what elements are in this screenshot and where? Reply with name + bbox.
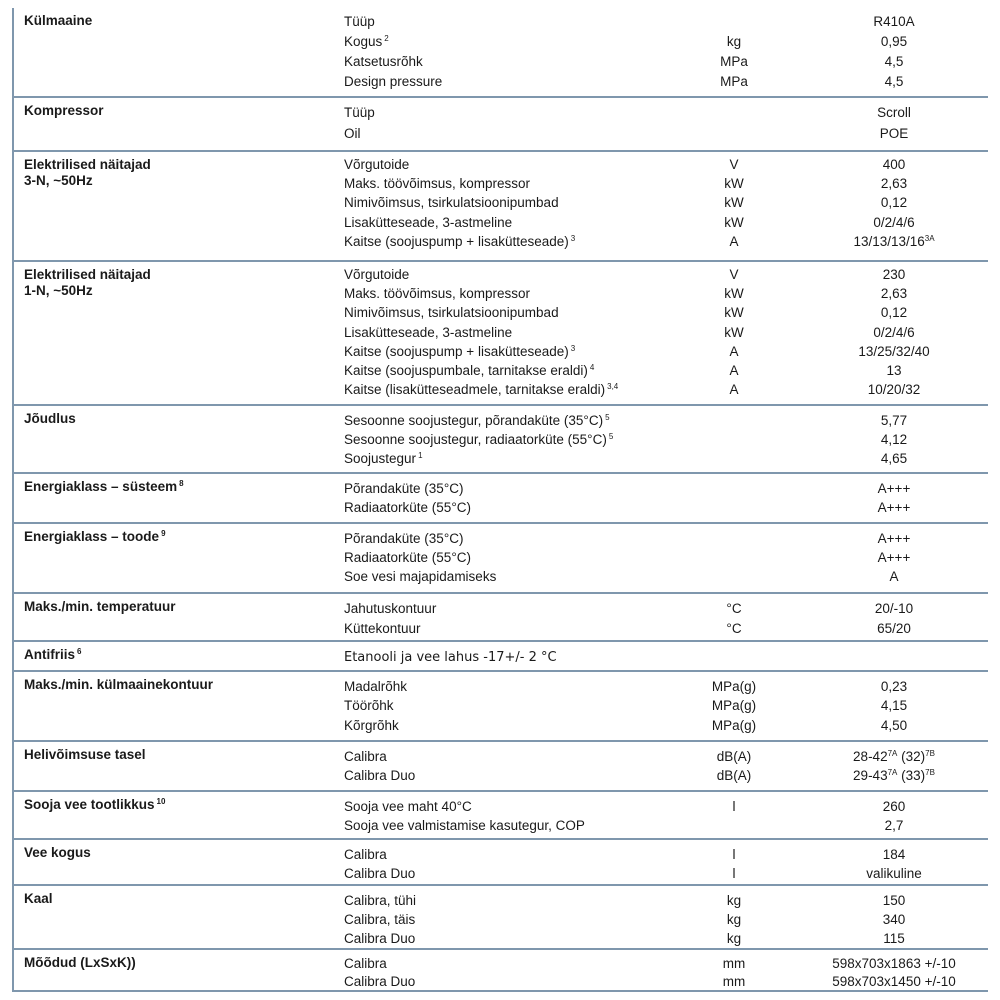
parameter-cell bbox=[344, 32, 389, 51]
parameter-cell bbox=[344, 232, 575, 251]
value-cell bbox=[804, 929, 984, 948]
value-cell bbox=[804, 972, 984, 991]
unit-cell: kW bbox=[724, 215, 744, 230]
unit-cell: kg bbox=[726, 893, 742, 908]
spec-table bbox=[12, 8, 988, 992]
footnote-mark: 7B bbox=[925, 768, 935, 777]
parameter-cell bbox=[344, 954, 387, 973]
section-vee-kogus bbox=[14, 838, 988, 884]
footnote-mark: 2 bbox=[384, 34, 389, 43]
value-text: 28-42 bbox=[853, 749, 888, 764]
unit-cell: dB(A) bbox=[716, 768, 752, 783]
value-text: 230 bbox=[882, 267, 906, 282]
value-text: 0,23 bbox=[880, 679, 908, 694]
parameter-label: Calibra bbox=[344, 847, 387, 862]
value-text: 0,12 bbox=[880, 195, 908, 210]
table-row bbox=[14, 677, 988, 696]
table-row bbox=[14, 797, 988, 816]
value-cell bbox=[804, 303, 984, 322]
value-text: 4,50 bbox=[880, 718, 908, 733]
unit-cell: kW bbox=[724, 305, 744, 320]
parameter-label: Nimivõimsus, tsirkulatsioonipumbad bbox=[344, 305, 559, 320]
parameter-cell bbox=[344, 124, 361, 143]
parameter-label: Kaitse (soojuspumbale, tarnitakse eraldi) bbox=[344, 363, 588, 378]
value-cell bbox=[804, 52, 984, 71]
section-heading-line: Maks./min. temperatuur bbox=[24, 599, 176, 614]
section-sooja-vee bbox=[14, 790, 988, 838]
table-row bbox=[14, 124, 988, 143]
table-row bbox=[14, 498, 988, 517]
value-cell bbox=[804, 479, 984, 498]
table-row bbox=[14, 342, 988, 361]
table-row bbox=[14, 323, 988, 342]
value-text: (33) bbox=[897, 768, 926, 783]
parameter-cell bbox=[344, 864, 415, 883]
parameter-cell bbox=[344, 342, 575, 361]
parameter-label: Radiaatorküte (55°C) bbox=[344, 500, 471, 515]
parameter-cell bbox=[344, 72, 442, 91]
section-kulmaainekontuur bbox=[14, 670, 988, 740]
unit-cell: A bbox=[729, 382, 739, 397]
parameter-label: Kaitse (soojuspump + lisakütteseade) bbox=[344, 234, 569, 249]
value-cell bbox=[804, 265, 984, 284]
parameter-label: Madalrõhk bbox=[344, 679, 408, 694]
footnote-mark: 3A bbox=[924, 234, 935, 243]
value-cell bbox=[804, 567, 984, 586]
value-text: 5,77 bbox=[880, 413, 908, 428]
table-row bbox=[14, 32, 988, 51]
value-cell bbox=[804, 548, 984, 567]
unit-cell: mm bbox=[722, 956, 746, 971]
value-text: A bbox=[889, 569, 899, 584]
value-text: POE bbox=[879, 126, 909, 141]
parameter-label: Lisakütteseade, 3-astmeline bbox=[344, 215, 513, 230]
unit-cell: MPa(g) bbox=[711, 698, 757, 713]
parameter-label: Calibra bbox=[344, 749, 387, 764]
parameter-cell bbox=[344, 155, 409, 174]
section-heading-line: Vee kogus bbox=[24, 845, 91, 860]
parameter-label: Calibra, täis bbox=[344, 912, 416, 927]
unit-cell: l bbox=[732, 847, 736, 862]
table-row bbox=[14, 380, 988, 399]
parameter-cell bbox=[344, 747, 387, 766]
section-heading-line: Mõõdud (LxSxK)) bbox=[24, 955, 136, 970]
parameter-cell bbox=[344, 845, 387, 864]
value-cell bbox=[804, 449, 984, 468]
section-heading-line: Elektrilised näitajad bbox=[24, 267, 151, 282]
parameter-cell bbox=[344, 648, 557, 667]
value-text: 340 bbox=[882, 912, 906, 927]
parameter-label: Calibra Duo bbox=[344, 768, 416, 783]
table-row bbox=[14, 864, 988, 883]
value-cell bbox=[804, 747, 984, 766]
table-row bbox=[14, 72, 988, 91]
table-row bbox=[14, 232, 988, 251]
value-cell bbox=[804, 32, 984, 51]
value-cell bbox=[804, 430, 984, 449]
value-cell bbox=[804, 411, 984, 430]
table-row bbox=[14, 103, 988, 122]
section-heading-line: Sooja vee tootlikkus bbox=[24, 797, 155, 812]
parameter-cell bbox=[344, 716, 399, 735]
parameter-label: Nimivõimsus, tsirkulatsioonipumbad bbox=[344, 195, 559, 210]
section-heading-line: 1-N, ~50Hz bbox=[24, 283, 93, 298]
value-text: 4,65 bbox=[880, 451, 908, 466]
value-text: 13/25/32/40 bbox=[858, 344, 930, 359]
table-row bbox=[14, 716, 988, 735]
value-text: 400 bbox=[882, 157, 906, 172]
value-text: A+++ bbox=[877, 500, 911, 515]
parameter-cell bbox=[344, 323, 512, 342]
value-cell bbox=[804, 124, 984, 143]
section-temperatuur bbox=[14, 592, 988, 640]
parameter-label: Sooja vee valmistamise kasutegur, COP bbox=[344, 818, 585, 833]
value-text: 0/2/4/6 bbox=[873, 215, 915, 230]
unit-cell: kW bbox=[724, 325, 744, 340]
parameter-cell bbox=[344, 891, 416, 910]
footnote-mark: 4 bbox=[589, 363, 595, 372]
parameter-cell bbox=[344, 303, 559, 322]
table-row bbox=[14, 972, 988, 991]
parameter-cell bbox=[344, 479, 463, 498]
section-elektrilised-3n bbox=[14, 150, 988, 260]
parameter-label: Lisakütteseade, 3-astmeline bbox=[344, 325, 513, 340]
section-energiaklass-systeem bbox=[14, 472, 988, 522]
value-cell bbox=[804, 797, 984, 816]
value-cell bbox=[804, 103, 984, 122]
table-row bbox=[14, 155, 988, 174]
value-text: 13 bbox=[886, 363, 902, 378]
parameter-label: Sesoonne soojustegur, põrandaküte (35°C) bbox=[344, 413, 604, 428]
value-text: (32) bbox=[897, 749, 926, 764]
parameter-cell bbox=[344, 52, 423, 71]
table-row bbox=[14, 174, 988, 193]
section-helivoimsus bbox=[14, 740, 988, 790]
parameter-cell bbox=[344, 12, 375, 31]
value-cell bbox=[804, 696, 984, 715]
value-cell bbox=[804, 816, 984, 835]
value-text: 2,7 bbox=[884, 818, 904, 833]
value-text: 0,95 bbox=[880, 34, 908, 49]
value-cell bbox=[804, 910, 984, 929]
table-row bbox=[14, 303, 988, 322]
parameter-cell bbox=[344, 766, 415, 785]
parameter-cell bbox=[344, 103, 375, 122]
unit-cell: A bbox=[729, 363, 739, 378]
parameter-cell bbox=[344, 430, 613, 449]
section-energiaklass-toode bbox=[14, 522, 988, 592]
footnote-mark: 9 bbox=[161, 529, 166, 538]
table-row bbox=[14, 265, 988, 284]
parameter-label: Võrgutoide bbox=[344, 267, 410, 282]
value-cell bbox=[804, 716, 984, 735]
value-cell bbox=[804, 498, 984, 517]
unit-cell: kW bbox=[724, 176, 744, 191]
value-text: 115 bbox=[883, 931, 905, 946]
value-text: Scroll bbox=[877, 105, 911, 120]
table-row bbox=[14, 529, 988, 548]
table-row bbox=[14, 845, 988, 864]
value-cell bbox=[804, 213, 984, 232]
footnote-mark: 3,4 bbox=[607, 382, 619, 391]
footnote-mark: 5 bbox=[605, 413, 610, 422]
table-row bbox=[14, 648, 988, 667]
section-heading-line: Energiaklass – toode bbox=[24, 529, 160, 544]
parameter-cell bbox=[344, 498, 471, 517]
parameter-label: Kaitse (soojuspump + lisakütteseade) bbox=[344, 344, 569, 359]
parameter-label: Tüüp bbox=[344, 14, 375, 29]
table-row bbox=[14, 954, 988, 973]
parameter-label: Calibra Duo bbox=[344, 931, 416, 946]
footnote-mark: 10 bbox=[156, 797, 166, 806]
unit-cell: kg bbox=[726, 931, 742, 946]
value-cell bbox=[804, 12, 984, 31]
footnote-mark: 3 bbox=[570, 234, 576, 243]
section-heading-line: Kompressor bbox=[24, 103, 104, 118]
value-cell bbox=[804, 380, 984, 399]
table-row bbox=[14, 213, 988, 232]
unit-cell: MPa bbox=[720, 54, 748, 69]
footnote-mark: 6 bbox=[77, 647, 82, 656]
unit-cell: kg bbox=[726, 912, 742, 927]
unit-cell: MPa bbox=[720, 74, 748, 89]
value-text: 0,12 bbox=[880, 305, 908, 320]
value-text: 10/20/32 bbox=[867, 382, 921, 397]
value-cell bbox=[804, 284, 984, 303]
parameter-cell bbox=[344, 284, 530, 303]
parameter-label: Jahutuskontuur bbox=[344, 601, 437, 616]
section-heading-line: Jõudlus bbox=[24, 411, 76, 426]
table-row bbox=[14, 284, 988, 303]
parameter-cell bbox=[344, 174, 530, 193]
unit-cell: V bbox=[729, 267, 739, 282]
value-cell bbox=[804, 342, 984, 361]
value-text: 598x703x1450 +/-10 bbox=[832, 974, 956, 989]
table-row bbox=[14, 619, 988, 638]
value-text: 2,63 bbox=[880, 286, 908, 301]
parameter-cell bbox=[344, 696, 394, 715]
parameter-cell bbox=[344, 599, 436, 618]
parameter-label: Calibra Duo bbox=[344, 866, 416, 881]
value-cell bbox=[804, 155, 984, 174]
unit-cell: V bbox=[729, 157, 739, 172]
parameter-label: Sesoonne soojustegur, radiaatorküte (55°C) bbox=[344, 432, 607, 447]
table-row bbox=[14, 747, 988, 766]
value-cell bbox=[804, 864, 984, 883]
table-row bbox=[14, 891, 988, 910]
value-text: 13/13/13/16 bbox=[853, 234, 925, 249]
value-text: 65/20 bbox=[877, 621, 911, 636]
footnote-mark: 7B bbox=[925, 749, 935, 758]
unit-cell: MPa(g) bbox=[711, 718, 757, 733]
parameter-cell bbox=[344, 797, 472, 816]
value-cell bbox=[804, 174, 984, 193]
value-cell bbox=[804, 232, 984, 251]
value-cell bbox=[804, 954, 984, 973]
section-kompressor bbox=[14, 96, 988, 150]
section-heading-line: Kaal bbox=[24, 891, 53, 906]
value-text: A+++ bbox=[877, 550, 911, 565]
parameter-label: Põrandaküte (35°C) bbox=[344, 531, 464, 546]
parameter-label: Maks. töövõimsus, kompressor bbox=[344, 286, 531, 301]
parameter-cell bbox=[344, 193, 559, 212]
parameter-label: Kaitse (lisakütteseadmele, tarnitakse eraldi) bbox=[344, 382, 606, 397]
value-text: 260 bbox=[882, 799, 906, 814]
section-heading-line: Külmaaine bbox=[24, 13, 93, 28]
value-cell bbox=[804, 323, 984, 342]
value-cell bbox=[804, 193, 984, 212]
unit-cell: kW bbox=[724, 286, 744, 301]
section-kulmaaine bbox=[14, 8, 988, 96]
section-moodud bbox=[14, 948, 988, 992]
value-text: valikuline bbox=[866, 866, 922, 881]
value-cell bbox=[804, 845, 984, 864]
section-heading-line: Antifriis bbox=[24, 647, 76, 662]
parameter-label: Calibra Duo bbox=[344, 974, 416, 989]
parameter-label: Soojustegur bbox=[344, 451, 417, 466]
footnote-mark: 3 bbox=[570, 344, 576, 353]
table-row bbox=[14, 567, 988, 586]
parameter-label: Küttekontuur bbox=[344, 621, 421, 636]
table-row bbox=[14, 449, 988, 468]
unit-cell: mm bbox=[722, 974, 746, 989]
table-row bbox=[14, 929, 988, 948]
table-row bbox=[14, 52, 988, 71]
value-cell bbox=[804, 891, 984, 910]
unit-cell: kW bbox=[724, 195, 744, 210]
value-cell bbox=[804, 619, 984, 638]
table-row bbox=[14, 599, 988, 618]
value-text: 29-43 bbox=[853, 768, 888, 783]
parameter-cell bbox=[344, 910, 415, 929]
parameter-cell bbox=[344, 548, 471, 567]
table-row bbox=[14, 479, 988, 498]
unit-cell: °C bbox=[726, 601, 742, 616]
footnote-mark: 5 bbox=[608, 432, 614, 441]
value-text: 2,63 bbox=[880, 176, 908, 191]
table-row bbox=[14, 193, 988, 212]
parameter-cell bbox=[344, 619, 421, 638]
value-cell bbox=[804, 72, 984, 91]
value-text: 150 bbox=[882, 893, 906, 908]
parameter-label: Tüüp bbox=[344, 105, 375, 120]
footnote-mark: 8 bbox=[179, 479, 184, 488]
table-row bbox=[14, 766, 988, 785]
unit-cell: kg bbox=[726, 34, 742, 49]
parameter-label: Kõrgrõhk bbox=[344, 718, 399, 733]
section-elektrilised-1n bbox=[14, 260, 988, 404]
parameter-label: Maks. töövõimsus, kompressor bbox=[344, 176, 531, 191]
parameter-cell bbox=[344, 529, 463, 548]
parameter-label: Katsetusrõhk bbox=[344, 54, 423, 69]
value-text: 0/2/4/6 bbox=[873, 325, 915, 340]
value-cell bbox=[804, 766, 984, 785]
parameter-cell bbox=[344, 972, 415, 991]
parameter-label: Soe vesi majapidamiseks bbox=[344, 569, 497, 584]
parameter-cell bbox=[344, 929, 415, 948]
table-row bbox=[14, 910, 988, 929]
value-cell bbox=[804, 599, 984, 618]
parameter-label: Design pressure bbox=[344, 74, 443, 89]
section-heading-line: Energiaklass – süsteem bbox=[24, 479, 178, 494]
unit-cell: l bbox=[732, 866, 736, 881]
parameter-cell bbox=[344, 213, 512, 232]
parameter-label: Radiaatorküte (55°C) bbox=[344, 550, 471, 565]
unit-cell: MPa(g) bbox=[711, 679, 757, 694]
value-cell bbox=[804, 529, 984, 548]
footnote-mark: 1 bbox=[418, 451, 423, 460]
section-kaal bbox=[14, 884, 988, 948]
value-text: 4,5 bbox=[884, 54, 904, 69]
value-text: 184 bbox=[882, 847, 906, 862]
section-heading-line: 3-N, ~50Hz bbox=[24, 173, 93, 188]
table-row bbox=[14, 361, 988, 380]
parameter-cell bbox=[344, 411, 610, 430]
table-row bbox=[14, 816, 988, 835]
unit-cell: l bbox=[732, 799, 736, 814]
unit-cell: A bbox=[729, 234, 739, 249]
parameter-label: Põrandaküte (35°C) bbox=[344, 481, 464, 496]
parameter-label: Võrgutoide bbox=[344, 157, 410, 172]
value-text: 4,5 bbox=[884, 74, 904, 89]
table-row bbox=[14, 696, 988, 715]
table-row bbox=[14, 411, 988, 430]
parameter-label: Kogus bbox=[344, 34, 383, 49]
section-heading-line: Elektrilised näitajad bbox=[24, 157, 151, 172]
unit-cell: dB(A) bbox=[716, 749, 752, 764]
parameter-cell bbox=[344, 449, 423, 468]
value-text: R410A bbox=[873, 14, 915, 29]
footnote-mark: 7A bbox=[887, 768, 898, 777]
parameter-label: Sooja vee maht 40°C bbox=[344, 799, 472, 814]
parameter-label: Oil bbox=[344, 126, 361, 141]
parameter-label: Calibra bbox=[344, 956, 387, 971]
parameter-cell bbox=[344, 265, 409, 284]
table-row bbox=[14, 430, 988, 449]
table-row bbox=[14, 12, 988, 31]
parameter-cell bbox=[344, 567, 496, 586]
value-cell bbox=[804, 361, 984, 380]
parameter-cell bbox=[344, 816, 585, 835]
parameter-cell bbox=[344, 380, 618, 399]
section-heading-line: Helivõimsuse tasel bbox=[24, 747, 146, 762]
section-heading-line: Maks./min. külmaainekontuur bbox=[24, 677, 214, 692]
value-text: A+++ bbox=[877, 481, 911, 496]
table-row bbox=[14, 548, 988, 567]
value-text: 598x703x1863 +/-10 bbox=[832, 956, 956, 971]
value-text: A+++ bbox=[877, 531, 911, 546]
value-text: 4,12 bbox=[880, 432, 908, 447]
footnote-mark: 7A bbox=[887, 749, 898, 758]
parameter-cell bbox=[344, 677, 407, 696]
parameter-label: Calibra, tühi bbox=[344, 893, 417, 908]
unit-cell: A bbox=[729, 344, 739, 359]
parameter-label: Töörõhk bbox=[344, 698, 394, 713]
section-antifriis bbox=[14, 640, 988, 670]
parameter-label: Etanooli ja vee lahus -17+/- 2 °C bbox=[344, 650, 557, 665]
section-joudlus bbox=[14, 404, 988, 472]
value-cell bbox=[804, 677, 984, 696]
value-text: 20/-10 bbox=[874, 601, 914, 616]
parameter-cell bbox=[344, 361, 594, 380]
unit-cell: °C bbox=[726, 621, 742, 636]
value-text: 4,15 bbox=[880, 698, 908, 713]
